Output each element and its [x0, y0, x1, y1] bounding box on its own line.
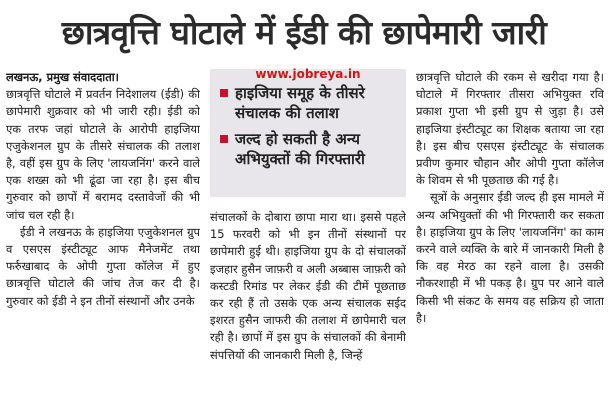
- paragraph: छात्रवृत्ति घोटाले की रकम से खरीदा गया है। घोटाले में गिरफ्तार तीसरा अभियुक्त रवि प्रकाश गुप्ता भी इसी ग्रुप से जुड़ा है। उसे हाइजिया इंस्टीट्यूट का शिक्षक बताया जा रहा है। इस बीच एसएस इंस्टीट्यूट के संचालक प्रवीण कुमार चौहान और ओपी गुप्ता कॉलेज के शिवम से भी पूछताछ की गई है।: [416, 70, 604, 188]
- highlight-box: [210, 69, 406, 197]
- bullet-square-icon: [220, 135, 228, 143]
- bullet-square-icon: [220, 89, 228, 97]
- article-column-3: [416, 69, 604, 407]
- article-column-2: [210, 209, 406, 407]
- watermark-link[interactable]: www.jobreya.in: [255, 67, 361, 81]
- paragraph: ईडी ने लखनऊ के हाइजिया एजुकेशनल ग्रुप व एसएस इंस्टीट्यूट आफ मैनेजमेंट तथा फर्रुखाबाद के ओपी गुप्ता कॉलेज में हुए छात्रवृत्ति घोटाले की जांच तेज कर दी है। गुरुवार को ईडी ने इन तीनों संस्थानों और उनके: [6, 224, 200, 308]
- article-column-1: [6, 69, 200, 407]
- paragraph: छात्रवृत्ति घोटाले में प्रवर्तन निदेशालय (ईडी) की छापेमारी शुक्रवार को भी जारी रही। ईडी को एक तरफ जहां घोटाले के आरोपी हाइजिया एजुकेशनल ग्रुप के तीसरे संचालक की तलाश है, वहीं इस ग्रुप के लिए 'लायजनिंग' करने वाले एक शख्स को भी ढूंढा जा रहा है। इस बीच गुरुवार को छापों में बरामद दस्तावेजों की भी जांच चल रही है।: [6, 87, 200, 222]
- paragraph: सूत्रों के अनुसार ईडी जल्द ही इस मामले में अन्य अभियुक्तों की भी गिरफ्तारी कर सकता है। हाइजिया ग्रुप के लिए 'लायजनिंग' का काम करने वाले व्यक्ति के बारे में जानकारी मिली है कि वह मेरठ का रहने वाला है। उसकी नौकरशाही में भी पकड़ है। ग्रुप पर आने वाले किसी भी संकट के समय वह सक्रिय हो जाता है।: [416, 190, 604, 325]
- highlight-text: हाइजिया समूह के तीसरे संचालक की तलाश: [235, 84, 365, 122]
- headline: छात्रवृत्ति घोटाले में ईडी की छापेमारी जारी: [61, 12, 547, 52]
- byline: लखनऊ, प्रमुख संवाददाता।: [6, 70, 119, 84]
- highlight-text: जल्द हो सकती है अन्य अभियुक्तों की गिरफ्तारी: [235, 130, 365, 168]
- highlight-point-1: [220, 83, 400, 123]
- highlight-point-2: [220, 129, 400, 169]
- paragraph: संचालकों के दोबारा छापा मारा था। इससे पहले 15 फरवरी को भी इन तीनों संस्थानों पर छापेमारी हुई थी। हाइजिया ग्रुप के दो संचालकों इजहार हुसैन जाफ़री व अली अब्बास जाफ़री को कस्टडी रिमांड पर लेकर ईडी की टीमें पूछताछ कर रही हैं तो उसके एक अन्य संचालक सईद इशरत हुसैन जाफरी की तलाश में छापेमारी चल रही है। छापों में इस ग्रुप के संचालकों की बेनामी संपत्तियों की जानकारी मिली है, जिन्हें: [210, 210, 406, 362]
